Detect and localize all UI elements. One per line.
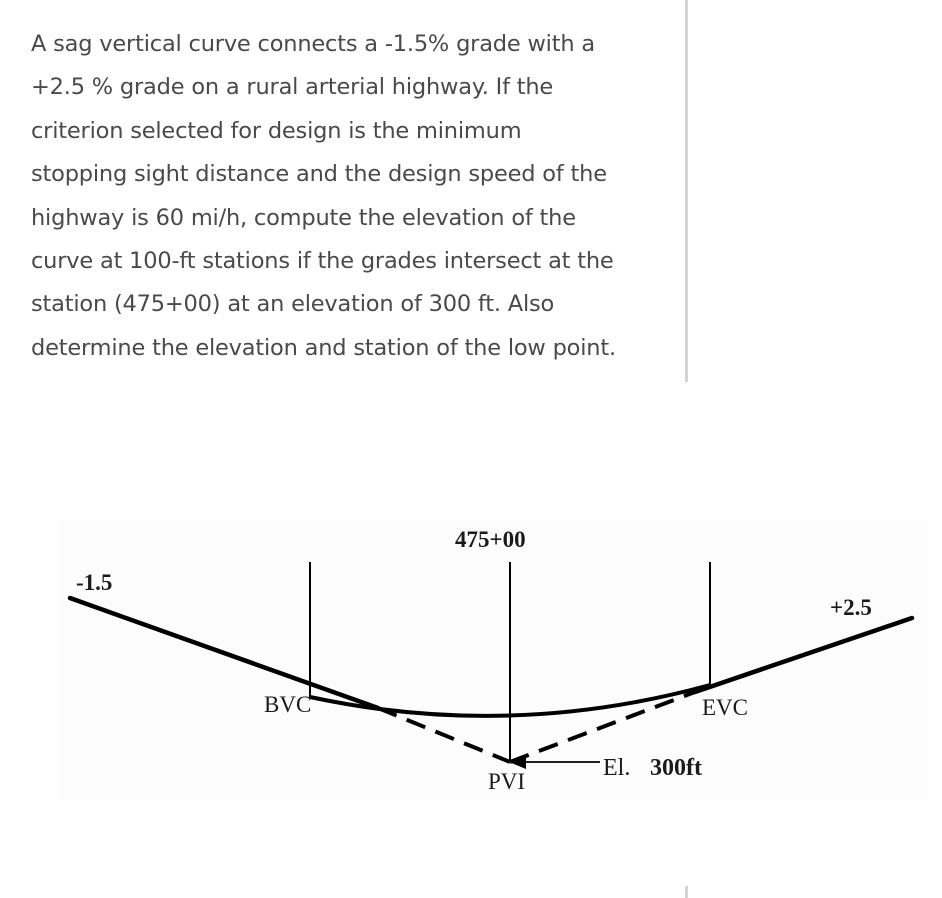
problem-line-7: station (475+00) at an elevation of 300 ft. Also (31, 291, 555, 318)
problem-line-3: criterion selected for design is the minimum (31, 117, 522, 144)
left-grade-label: -1.5 (76, 570, 113, 595)
problem-line-5: highway is 60 mi/h, compute the elevation of the (31, 204, 576, 231)
problem-line-4: stopping sight distance and the design speed of the (31, 161, 607, 188)
pvi-label: PVI (488, 769, 526, 794)
right-grade-label: +2.5 (830, 595, 872, 620)
problem-line-2: +2.5 % grade on a rural arterial highway. If the (31, 74, 554, 101)
diagram-background (58, 520, 928, 800)
problem-line-1: A sag vertical curve connects a -1.5% grade with a (31, 31, 595, 57)
elevation-prefix-label: El. (603, 755, 631, 781)
evc-label: EVC (702, 695, 748, 720)
bvc-label: BVC (264, 692, 312, 717)
elevation-value-label: 300ft (650, 755, 702, 781)
station-label: 475+00 (455, 527, 526, 552)
problem-line-8: determine the elevation and station of the low point. (31, 334, 616, 361)
problem-line-6: curve at 100-ft stations if the grades intersect at the (31, 248, 614, 275)
